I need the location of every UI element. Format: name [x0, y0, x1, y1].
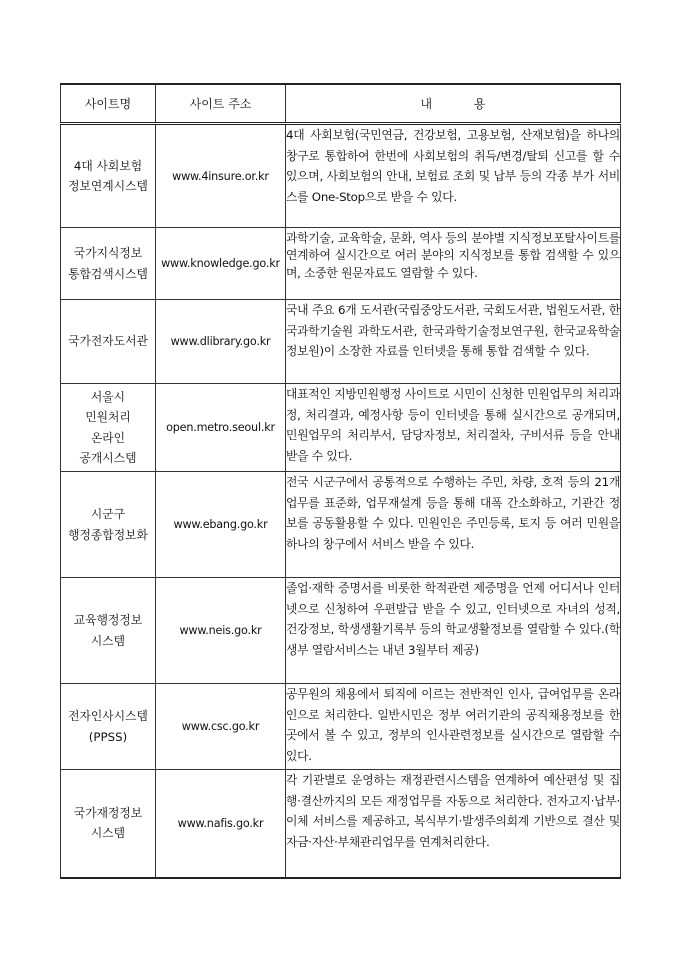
site-name-line: 국가전자도서관: [68, 334, 148, 349]
site-name-line: 교육행정정보: [73, 613, 143, 627]
site-name-cell: [61, 684, 156, 770]
site-content-cell: 과학기술, 교육학술, 문화, 역사 등의 분야별 지식정보포탈사이트를 연계하여 실시간으로 여러 분야의 지식정보를 통합 검색할 수 있으며, 소중한 원문자료도 열람할 수 있다.: [286, 228, 621, 300]
table-row: [61, 472, 621, 578]
site-name-line: 시군구: [90, 507, 126, 521]
site-name-line: (PPSS): [88, 729, 128, 744]
site-content-cell: 공무원의 채용에서 퇴직에 이르는 전반적인 인사, 급여업무를 온라인으로 처리한다. 일반시민은 정부 여러기관의 공직채용정보를 한곳에서 볼 수 있고, 정부의 인사관련정보를 실시간으로 열람할 수 있다.: [286, 684, 621, 770]
site-url-cell: www.nafis.go.kr: [156, 770, 286, 878]
site-content-cell: 대표적인 지방민원행정 사이트로 시민이 신청한 민원업무의 처리과정, 처리결과, 예정사항 등이 인터넷을 통해 실시간으로 공개되며, 민원업무의 처리부서, 담당자정보, 처리절차, 구비서류 등을 안내 받을 수 있다.: [286, 384, 621, 472]
site-name-line: 통합검색시스템: [68, 266, 148, 281]
site-url-cell: www.knowledge.go.kr: [156, 228, 286, 300]
site-url-cell: www.csc.go.kr: [156, 684, 286, 770]
table-row: [61, 684, 621, 770]
table-row: [61, 300, 621, 384]
table-body: [61, 124, 621, 878]
site-url-cell: open.metro.seoul.kr: [156, 384, 286, 472]
site-url-cell: www.4insure.or.kr: [156, 124, 286, 228]
site-content-cell: 각 기관별로 운영하는 재정관련시스템을 연계하여 예산편성 및 집행·결산까지의 모든 재정업무를 자동으로 처리한다. 전자고지·납부·이체 서비스를 제공하고, 복식부기·발생주의회계 기반으로 결산 및 자금·자산·부채관리업무를 연계처리한다.: [286, 770, 621, 878]
site-name-line: 민원처리: [85, 410, 131, 424]
site-name-cell: [61, 124, 156, 228]
site-name-cell: [61, 384, 156, 472]
site-name-cell: [61, 228, 156, 300]
site-name-line: 공개시스템: [79, 451, 137, 465]
site-name-line: 시스템: [90, 633, 126, 648]
site-content-cell: 졸업·재학 증명서를 비롯한 학적관련 제증명을 언제 어디서나 인터넷으로 신청하여 우편발급 받을 수 있고, 인터넷으로 자녀의 성적, 건강정보, 학생생활기록부 등의 학교생활정보를 열람할 수 있다.(학생부 열람서비스는 내년 3월부터 제공): [286, 578, 621, 684]
site-table: [60, 83, 621, 879]
table-row: [61, 578, 621, 684]
table-row: [61, 228, 621, 300]
header-content: 내 용: [286, 84, 621, 124]
site-name-cell: [61, 472, 156, 578]
site-content-cell: 전국 시군구에서 공통적으로 수행하는 주민, 차량, 호적 등의 21개 업무를 표준화, 업무재설계 등을 통해 대폭 간소화하고, 기관간 정보를 공동활용할 수 있다. 민원인은 주민등록, 토지 등 여러 민원을 하나의 창구에서 서비스 받을 수 있다.: [286, 472, 621, 578]
site-content-cell: 국내 주요 6개 도서관(국립중앙도서관, 국회도서관, 법원도서관, 한국과학기술원 과학도서관, 한국과학기술정보연구원, 한국교육학술정보원)이 소장한 자료를 인터넷을 통해 통합 검색할 수 있다.: [286, 300, 621, 384]
site-name-line: 서울시: [90, 389, 126, 404]
site-url-cell: www.dlibrary.go.kr: [156, 300, 286, 384]
table-header: [61, 84, 621, 124]
site-url-cell: www.ebang.go.kr: [156, 472, 286, 578]
site-name-cell: [61, 578, 156, 684]
site-name-line: 온라인: [90, 430, 126, 445]
header-site-url: 사이트 주소: [156, 84, 286, 124]
header-row: [61, 84, 621, 124]
site-content-cell: 4대 사회보험(국민연금, 건강보험, 고용보험, 산재보험)을 하나의 창구로 통합하여 한번에 사회보험의 취득/변경/탈퇴 신고를 할 수 있으며, 사회보험의 안내, 보험료 조회 및 납부 등의 각종 부가 서비스를 One-Stop으로 받을 수 있다.: [286, 124, 621, 228]
site-name-cell: [61, 300, 156, 384]
site-name-line: 정보연계시스템: [68, 179, 148, 193]
site-name-line: 4대 사회보험: [73, 158, 143, 173]
site-name-line: 행정종합정보화: [68, 527, 148, 542]
site-name-line: 전자인사시스템: [68, 709, 148, 723]
site-name-line: 국가재정정보: [73, 805, 143, 820]
site-name-line: 국가지식정보: [73, 246, 143, 260]
site-name-line: 시스템: [90, 826, 126, 841]
site-url-cell: www.neis.go.kr: [156, 578, 286, 684]
site-name-cell: [61, 770, 156, 878]
table-row: [61, 384, 621, 472]
header-site-name: 사이트명: [61, 84, 156, 124]
table-row: [61, 770, 621, 878]
table-row: [61, 124, 621, 228]
